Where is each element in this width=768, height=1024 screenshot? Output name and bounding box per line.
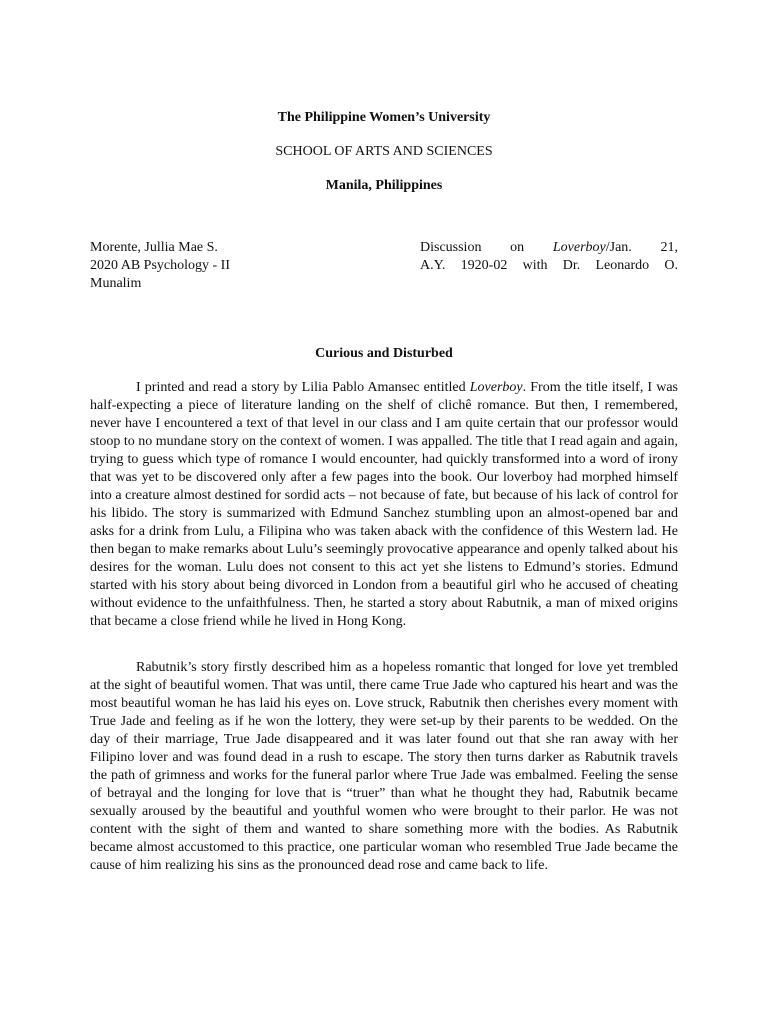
school-name: SCHOOL OF ARTS AND SCIENCES xyxy=(275,144,493,159)
paragraph-1-body: . From the title itself, I was half-expecting a piece of literature landing on the shelf of clichê romance. But then, I remembered, never have I encountered a text of that level in our class and I am quite certain that our professor would stoop to no mundane story on the context of women. I was appalled. The title that I read again and again, trying to guess which type of romance I would encounter, had quickly transformed into a word of irony that was yet to be discovered only after a few pages into the book. Our loverboy had morphed himself into a creature almost destined for sordid acts – not because of fate, but because of his lack of control for his libido. The story is summarized with Edmund Sanchez stumbling upon an almost-opened bar and asks for a drink from Lulu, a Filipina who was taken aback with the confidence of this Western lad. He then began to make remarks about Lulu’s seemingly provocative appearance and openly talked about his desires for the woman. Lulu does not consent to this act yet she listens to Edmund’s stories. Edmund started with his story about being divorced in London from a beautiful girl who he accused of cheating without evidence to the unfaithfulness. Then, he started a story about Rabutnik, a man of mixed origins that became a close friend while he lived in Hong Kong. xyxy=(90,380,678,629)
student-name: Morente, Jullia Mae S. xyxy=(90,240,218,255)
location: Manila, Philippines xyxy=(325,178,443,193)
essay-paragraph-2: Rabutnik’s story firstly described him as a hopeless romantic that longed for love yet trembled at the sight of beautiful women. That was until, there came True Jade who captured his heart and was the most beautiful woman he has laid his eyes on. Love struck, Rabutnik then cherishes every moment with True Jade and feeling as if he won the lottery, they were set-up by their parents to be wedded. On the day of their marriage, True Jade disappeared and it was later found out that she ran away with her Filipino lover and was found dead in a rush to escape. The story then turns darker as Rabutnik travels the path of grimness and works for the funeral parlor where True Jade was embalmed. Feeling the sense of betrayal and the longing for love that is “truer” than what he thought they had, Rabutnik became sexually aroused by the beautiful and youthful women who were brought to their parlor. He was not content with the sight of them and wanted to share something more with the bodies. As Rabutnik became almost accustomed to this practice, one particular woman who resembled True Jade became the cause of him realizing his sins as the pronounced dead rose and came back to life. xyxy=(90,660,678,873)
essay-paragraph-1 xyxy=(90,379,678,631)
discussion-date: /Jan. 21, xyxy=(605,240,678,255)
discussion-info xyxy=(420,239,678,275)
story-title: Loverboy xyxy=(469,380,523,395)
paragraph-1-intro: I printed and read a story by Lilia Pablo Amansec entitled xyxy=(136,380,470,395)
student-course: 2020 AB Psychology - II xyxy=(90,258,230,273)
academic-year-line: A.Y. 1920-02 with Dr. Leonardo O. xyxy=(420,258,678,273)
discussion-title: Loverboy xyxy=(552,240,606,255)
student-info xyxy=(90,239,390,293)
instructor-surname: Munalim xyxy=(90,276,142,291)
university-name: The Philippine Women’s University xyxy=(277,110,491,125)
essay-title: Curious and Disturbed xyxy=(315,346,453,361)
discussion-line xyxy=(420,239,678,257)
discussion-prefix: Discussion on xyxy=(420,240,553,255)
